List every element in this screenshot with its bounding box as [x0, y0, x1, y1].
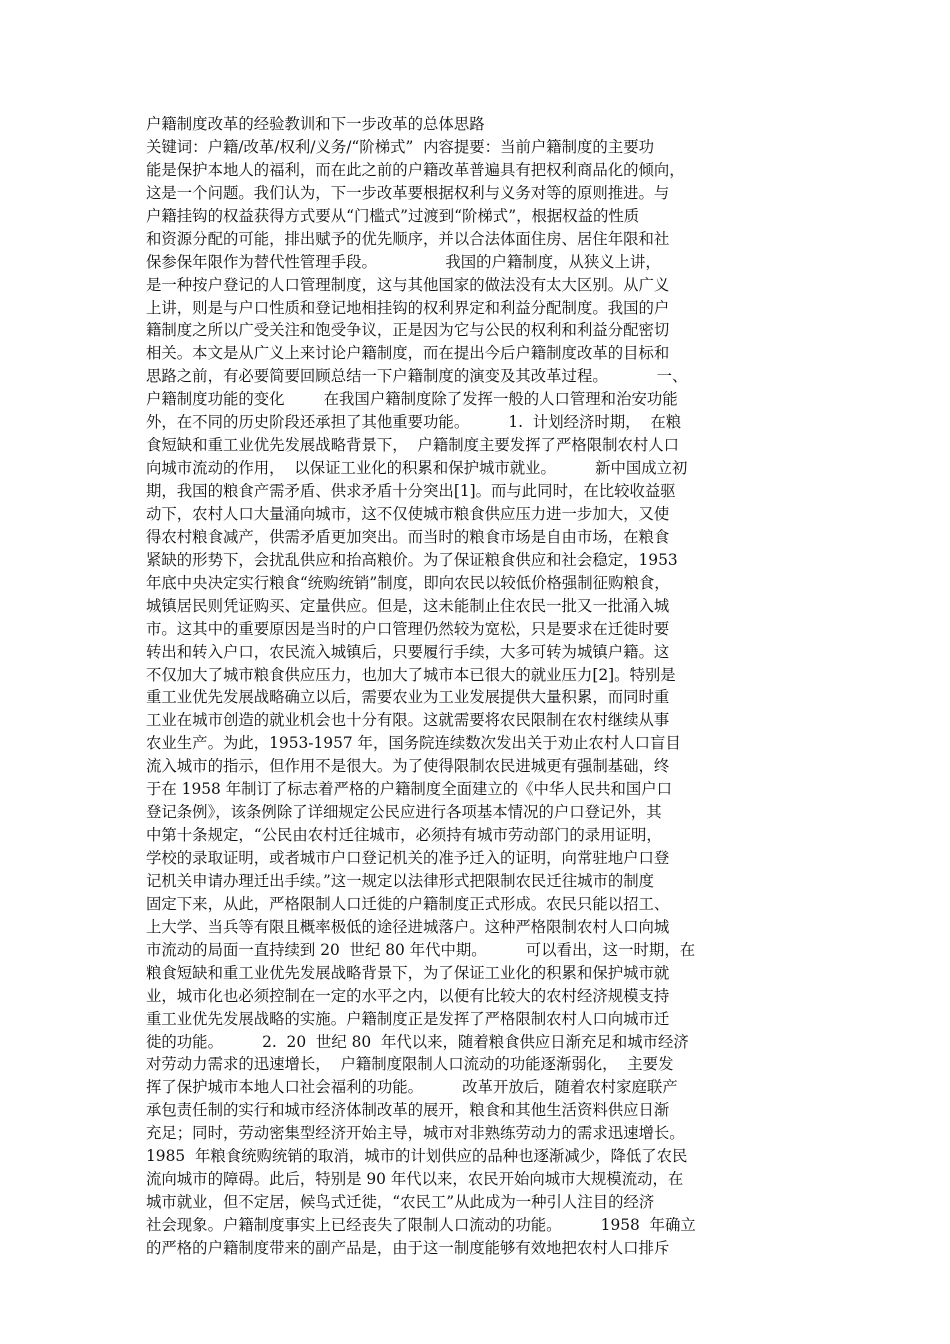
text-line: 充足；同时，劳动密集型经济开始主导，城市对非熟练劳动力的需求迅速增长。: [146, 1124, 685, 1143]
text-line: 重工业优先发展战略的实施。户籍制度正是发挥了严格限制农村人口向城市迁: [146, 1009, 670, 1028]
text-line: 关键词：户籍/改革/权利/义务/“阶梯式” 内容提要：当前户籍制度的主要功: [146, 137, 654, 156]
text-line: 户籍制度功能的变化 在我国户籍制度除了发挥一般的人口管理和治安功能: [146, 390, 678, 409]
text-line: 挥了保护城市本地人口社会福利的功能。 改革开放后，随着农村家庭联产: [146, 1078, 678, 1097]
text-line: 对劳动力需求的迅速增长， 户籍制度限制人口流动的功能逐渐弱化， 主要发: [146, 1055, 674, 1074]
text-line: 流向城市的障碍。此后，特别是 90 年代以来，农民开始向城市大规模流动，在: [146, 1170, 684, 1189]
text-line: 思路之前，有必要简要回顾总结一下户籍制度的演变及其改革过程。 一、: [146, 367, 688, 386]
text-line: 上大学、当兵等有限且概率极低的途径进城落户。这种严格限制农村人口向城: [146, 917, 670, 936]
text-line: 外，在不同的历史阶段还承担了其他重要功能。 1. 计划经济时期， 在粮: [146, 413, 682, 432]
text-line: 于在 1958 年制订了标志着严格的户籍制度全面建立的《中华人民共和国户口: [146, 780, 673, 799]
text-line: 转出和转入户口，农民流入城镇后，只要履行手续，大多可转为城镇户籍。这: [146, 642, 670, 661]
text-line: 城市就业，但不定居，候鸟式迁徙，“农民工”从此成为一种引人注目的经济: [146, 1193, 655, 1212]
text-line: 籍制度之所以广受关注和饱受争议，正是因为它与公民的权利和利益分配密切: [146, 321, 670, 340]
text-line: 市。这其中的重要原因是当时的户口管理仍然较为宽松，只是要求在迁徙时要: [146, 619, 670, 638]
text-line: 年底中央决定实行粮食“统购统销”制度，即向农民以较低价格强制征购粮食，: [146, 573, 670, 592]
text-line: 期，我国的粮食产需矛盾、供求矛盾十分突出[1]。而与此同时，在比较收益驱: [146, 482, 676, 500]
text-line: 动下，农村人口大量涌向城市，这不仅使城市粮食供应压力进一步加大，又使: [146, 504, 670, 523]
text-line: 工业在城市创造的就业机会也十分有限。这就需要将农民限制在农村继续从事: [146, 711, 670, 730]
text-line: 粮食短缺和重工业优先发展战略背景下，为了保证工业化的积累和保护城市就: [146, 963, 670, 982]
text-line: 不仅加大了城市粮食供应压力，也加大了城市本已很大的就业压力[2]。特别是: [146, 665, 676, 684]
text-line: 城镇居民则凭证购买、定量供应。但是，这未能制止住农民一批又一批涌入城: [146, 596, 670, 615]
text-line: 中第十条规定，“公民由农村迁往城市，必须持有城市劳动部门的录用证明，: [146, 826, 662, 845]
text-line: 市流动的局面一直持续到 20 世纪 80 年代中期。 可以看出，这一时期，在: [146, 940, 696, 959]
article-body: [146, 113, 806, 1260]
text-line: 是一种按户登记的人口管理制度，这与其他国家的做法没有太大区别。从广义: [146, 275, 670, 294]
text-line: 食短缺和重工业优先发展战略背景下， 户籍制度主要发挥了严格限制农村人口: [146, 436, 680, 455]
text-line: 和资源分配的可能，排出赋予的优先顺序，并以合法体面住房、居住年限和社: [146, 229, 670, 248]
text-line: 保参保年限作为替代性管理手段。 我国的户籍制度，从狭义上讲，: [146, 252, 661, 271]
text-line: 1985 年粮食统购统销的取消，城市的计划供应的品种也逐渐减少，降低了农民: [146, 1147, 688, 1166]
text-line: 固定下来，从此，严格限制人口迁徙的户籍制度正式形成。农民只能以招工、: [146, 894, 670, 913]
document-title: 户籍制度改革的经验教训和下一步改革的总体思路: [146, 115, 485, 133]
text-line: 社会现象。户籍制度事实上已经丧失了限制人口流动的功能。 1958 年确立: [146, 1216, 696, 1234]
text-line: 承包责任制的实行和城市经济体制改革的展开，粮食和其他生活资料供应日渐: [146, 1101, 670, 1120]
text-line: 相关。本文是从广义上来讨论户籍制度，而在提出今后户籍制度改革的目标和: [146, 344, 670, 363]
text-line: 能是保护本地人的福利，而在此之前的户籍改革普遍具有把权利商品化的倾向，: [146, 160, 685, 179]
text-line: 徙的功能。 2. 20 世纪 80 年代以来，随着粮食供应日渐充足和城市经济: [146, 1032, 689, 1051]
text-line: 业，城市化也必须控制在一定的水平之内，以便有比较大的农村经济规模支持: [146, 986, 670, 1005]
text-line: 重工业优先发展战略确立以后，需要农业为工业发展提供大量积累，而同时重: [146, 688, 670, 707]
text-line: 紧缺的形势下，会扰乱供应和抬高粮价。为了保证粮食供应和社会稳定，1953: [146, 550, 678, 569]
text-line: 得农村粮食减产，供需矛盾更加突出。而当时的粮食市场是自由市场，在粮食: [146, 527, 670, 546]
text-line: 学校的录取证明，或者城市户口登记机关的准予迁入的证明，向常驻地户口登: [146, 849, 670, 867]
text-line: 向城市流动的作用， 以保证工业化的积累和保护城市就业。 新中国成立初: [146, 459, 688, 478]
text-line: 流入城市的指示，但作用不是很大。为了使得限制农民进城更有强制基础，终: [146, 757, 670, 776]
text-line: 这是一个问题。我们认为，下一步改革要根据权利与义务对等的原则推进。与: [146, 183, 670, 202]
text-line: 登记条例》，该条例除了详细规定公民应进行各项基本情况的户口登记外，其: [146, 803, 662, 822]
text-line: 农业生产。为此，1953-1957 年，国务院连续数次发出关于劝止农村人口盲目: [146, 734, 681, 753]
text-line: 的严格的户籍制度带来的副产品是，由于这一制度能够有效地把农村人口排斥: [146, 1238, 670, 1257]
text-line: 户籍挂钩的权益获得方式要从“门槛式”过渡到“阶梯式”，根据权益的性质: [146, 206, 640, 225]
text-line: 上讲，则是与户口性质和登记地相挂钩的权利界定和利益分配制度。我国的户: [146, 298, 670, 317]
text-line: 记机关申请办理迁出手续。”这一规定以法律形式把限制农民迁往城市的制度: [146, 871, 655, 890]
